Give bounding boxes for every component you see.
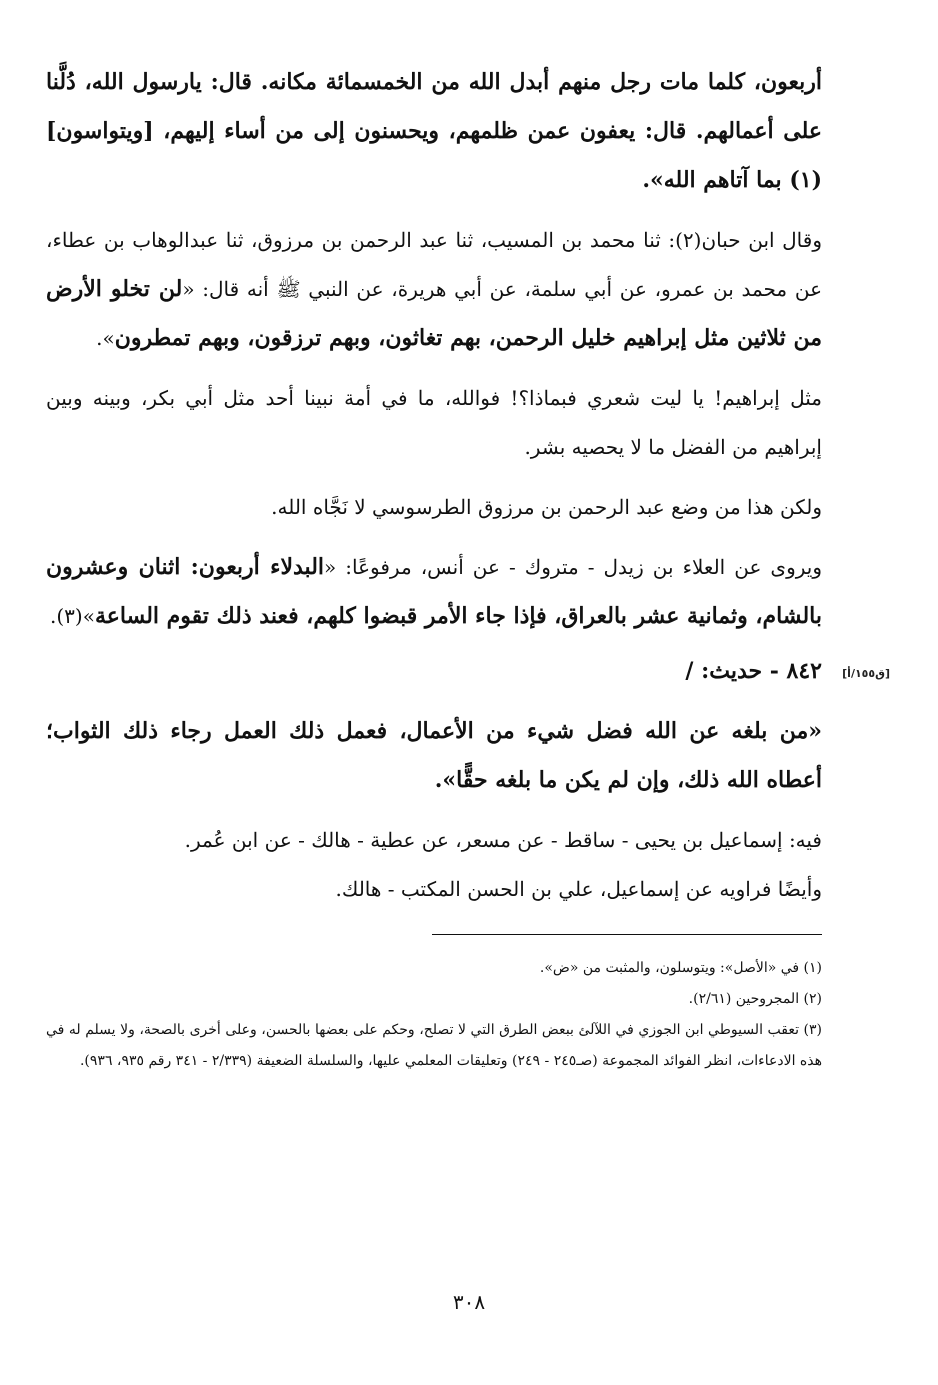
paragraph-abdal-narration xyxy=(46,543,822,641)
page-body xyxy=(46,58,890,1077)
ibn-hibban-quote: لن تخلو الأرض من ثلاثين مثل إبراهيم خليل الرحمن، بهم تغاثون، وبهم ترزقون، وبهم تمطرون xyxy=(46,276,822,351)
abdal-intro: ويروى عن العلاء بن زيدل - متروك - عن أنس، مرفوعًا: « xyxy=(324,555,822,579)
footnote-2: (٢) المجروحين (٢/٦١). xyxy=(688,991,822,1007)
hadith-number: ٨٤٢ xyxy=(786,658,822,684)
commentary-line-1: فيه: إسماعيل بن يحيى - ساقط - عن مسعر، عن عطية - هالك - عن ابن عُمر. xyxy=(184,828,822,852)
footnote-3: (٣) تعقب السيوطي ابن الجوزي في اللآلئ ببعض الطرق التي لا تصلح، وحكم على بعضها بالحسن، وعلى أخرى بالصحة، ولا يسلم له في هذه الادعاءات، انظر الفوائد المجموعة (صـ٢٤٥ - ٢٤٩) وتعليقات المعلمي عليها، والسلسلة الضعيفة (٢/٣٣٩ - ٣٤١ رقم ٩٣٥، ٩٣٦). xyxy=(46,1022,822,1069)
manuscript-folio-reference: [ق١٥٥/أ] xyxy=(842,667,890,680)
hadith-label: - حديث: / xyxy=(685,658,787,684)
abdal-quote: البدلاء أربعون: اثنان وعشرون بالشام، وثمانية عشر بالعراق، فإذا جاء الأمر قبضوا كلهم، فعند ذلك تقوم الساعة xyxy=(46,554,822,629)
footnote-1: (١) في «الأصل»: ويتوسلون، والمثبت من «ض». xyxy=(539,960,822,976)
page-number: ٣٠٨ xyxy=(452,1290,486,1314)
paragraph-fabrication-note: ولكن هذا من وضع عبد الرحمن بن مرزوق الطرسوسي لا نَجَّاه الله. xyxy=(271,495,822,519)
ibn-hibban-end: ». xyxy=(96,326,115,350)
paragraph-commentary-ibrahim: مثل إبراهيم! يا ليت شعري فبماذا؟! فوالله، ما في أمة نبينا أحد مثل أبي بكر، وبينه وبين إبراهيم من الفضل ما لا يحصيه بشر. xyxy=(46,386,822,459)
hadith-heading xyxy=(46,647,890,696)
paragraph-ibn-hibban xyxy=(46,216,822,363)
hadith-text: «من بلغه عن الله فضل شيء من الأعمال، فعمل ذلك العمل رجاء ذلك الثواب؛ أعطاه الله ذلك، وإن لم يكن ما بلغه حقًّا». xyxy=(46,718,822,793)
footnote-divider xyxy=(432,934,822,935)
paragraph-continuation: أربعون، كلما مات رجل منهم أبدل الله من الخمسمائة مكانه. قال: يارسول الله، دُلَّنا على أعمالهم. قال: يعفون عمن ظلمهم، ويحسنون إلى من أساء إليهم، [ويتواسون](١) بما آتاهم الله». xyxy=(46,69,822,193)
ibn-hibban-intro: وقال ابن حبان(٢): ثنا محمد بن المسيب، ثنا عبد الرحمن بن مرزوق، ثنا عبدالوهاب بن عطاء، عن محمد بن عمرو، عن أبي سلمة، عن أبي هريرة، عن النبي ﷺ أنه قال: « xyxy=(46,228,823,301)
abdal-end: »(٣). xyxy=(49,604,95,628)
commentary-line-2: وأيضًا فراويه عن إسماعيل، علي بن الحسن المكتب - هالك. xyxy=(335,877,822,901)
